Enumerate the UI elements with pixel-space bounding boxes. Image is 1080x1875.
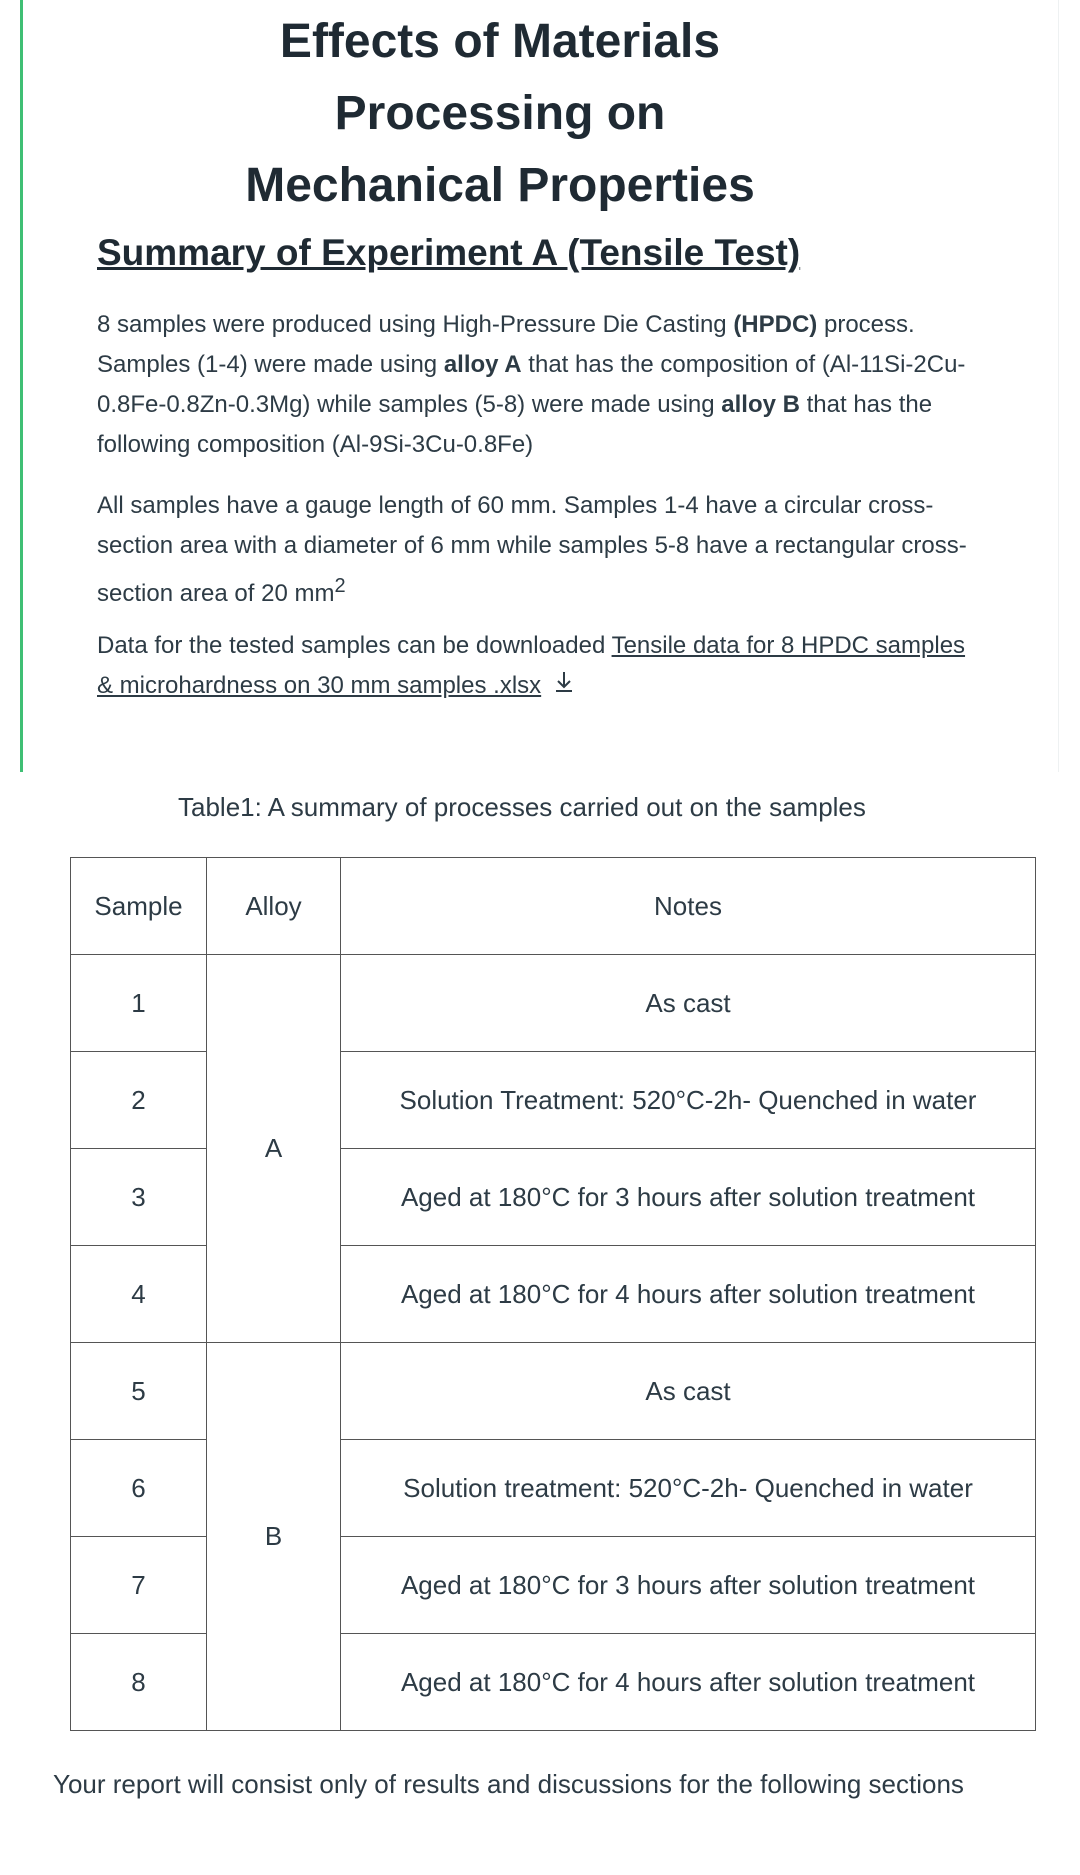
page-title-line1: Effects of Materials Processing on <box>279 15 721 140</box>
notes-cell: As cast <box>341 1343 1036 1440</box>
notes-cell: Solution treatment: 520°C-2h- Quenched in water <box>341 1440 1036 1537</box>
sample-cell: 2 <box>71 1052 207 1149</box>
page-title <box>150 6 850 222</box>
sample-cell: 3 <box>71 1149 207 1246</box>
sample-cell: 6 <box>71 1440 207 1537</box>
sample-cell: 4 <box>71 1246 207 1343</box>
header-notes: Notes <box>341 858 1036 955</box>
accent-bar <box>20 0 23 772</box>
paragraph-production: 8 samples were produced using High-Pressure Die Casting (HPDC) process. Samples (1-4) were made using alloy A that has the composition of (Al-11Si-2Cu-0.8Fe-0.8Zn-0.3Mg) while samples (5-8) were made using alloy B that has the following composition (Al-9Si-3Cu-0.8Fe) <box>97 311 966 458</box>
page-title-line2: Mechanical Properties <box>245 159 755 212</box>
table-caption: Table1: A summary of processes carried out on the samples <box>178 792 866 822</box>
paragraph-download: Data for the tested samples can be downloaded Tensile data for 8 HPDC samples & microhardness on 30 mm samples .xlsx <box>97 626 977 707</box>
content-border <box>1058 0 1059 772</box>
download-icon[interactable] <box>553 667 575 707</box>
notes-cell: Aged at 180°C for 4 hours after solution treatment <box>341 1634 1036 1731</box>
notes-cell: Aged at 180°C for 4 hours after solution treatment <box>341 1246 1036 1343</box>
table-row <box>71 1343 1036 1440</box>
table-header-row <box>71 858 1036 955</box>
notes-cell: Solution Treatment: 520°C-2h- Quenched in water <box>341 1052 1036 1149</box>
notes-cell: As cast <box>341 955 1036 1052</box>
sample-cell: 7 <box>71 1537 207 1634</box>
sample-cell: 5 <box>71 1343 207 1440</box>
section-heading: Summary of Experiment A (Tensile Test) <box>97 232 801 273</box>
sample-cell: 8 <box>71 1634 207 1731</box>
sample-cell: 1 <box>71 955 207 1052</box>
download-link[interactable]: Tensile data for 8 HPDC samples & microhardness on 30 mm samples .xlsx <box>97 632 966 699</box>
alloy-cell: A <box>207 955 341 1343</box>
notes-cell: Aged at 180°C for 3 hours after solution treatment <box>341 1537 1036 1634</box>
notes-cell: Aged at 180°C for 3 hours after solution treatment <box>341 1149 1036 1246</box>
alloy-cell: B <box>207 1343 341 1731</box>
paragraph-geometry: All samples have a gauge length of 60 mm. Samples 1-4 have a circular cross-section area with a diameter of 6 mm while samples 5-8 have a rectangular cross-section area of 20 $mm^2$ <box>97 492 967 607</box>
header-sample: Sample <box>71 858 207 955</box>
samples-table <box>70 857 1036 1731</box>
header-alloy: Alloy <box>207 858 341 955</box>
report-instructions: Your report will consist only of results and discussions for the following sections <box>53 1769 964 1799</box>
table-row <box>71 955 1036 1052</box>
